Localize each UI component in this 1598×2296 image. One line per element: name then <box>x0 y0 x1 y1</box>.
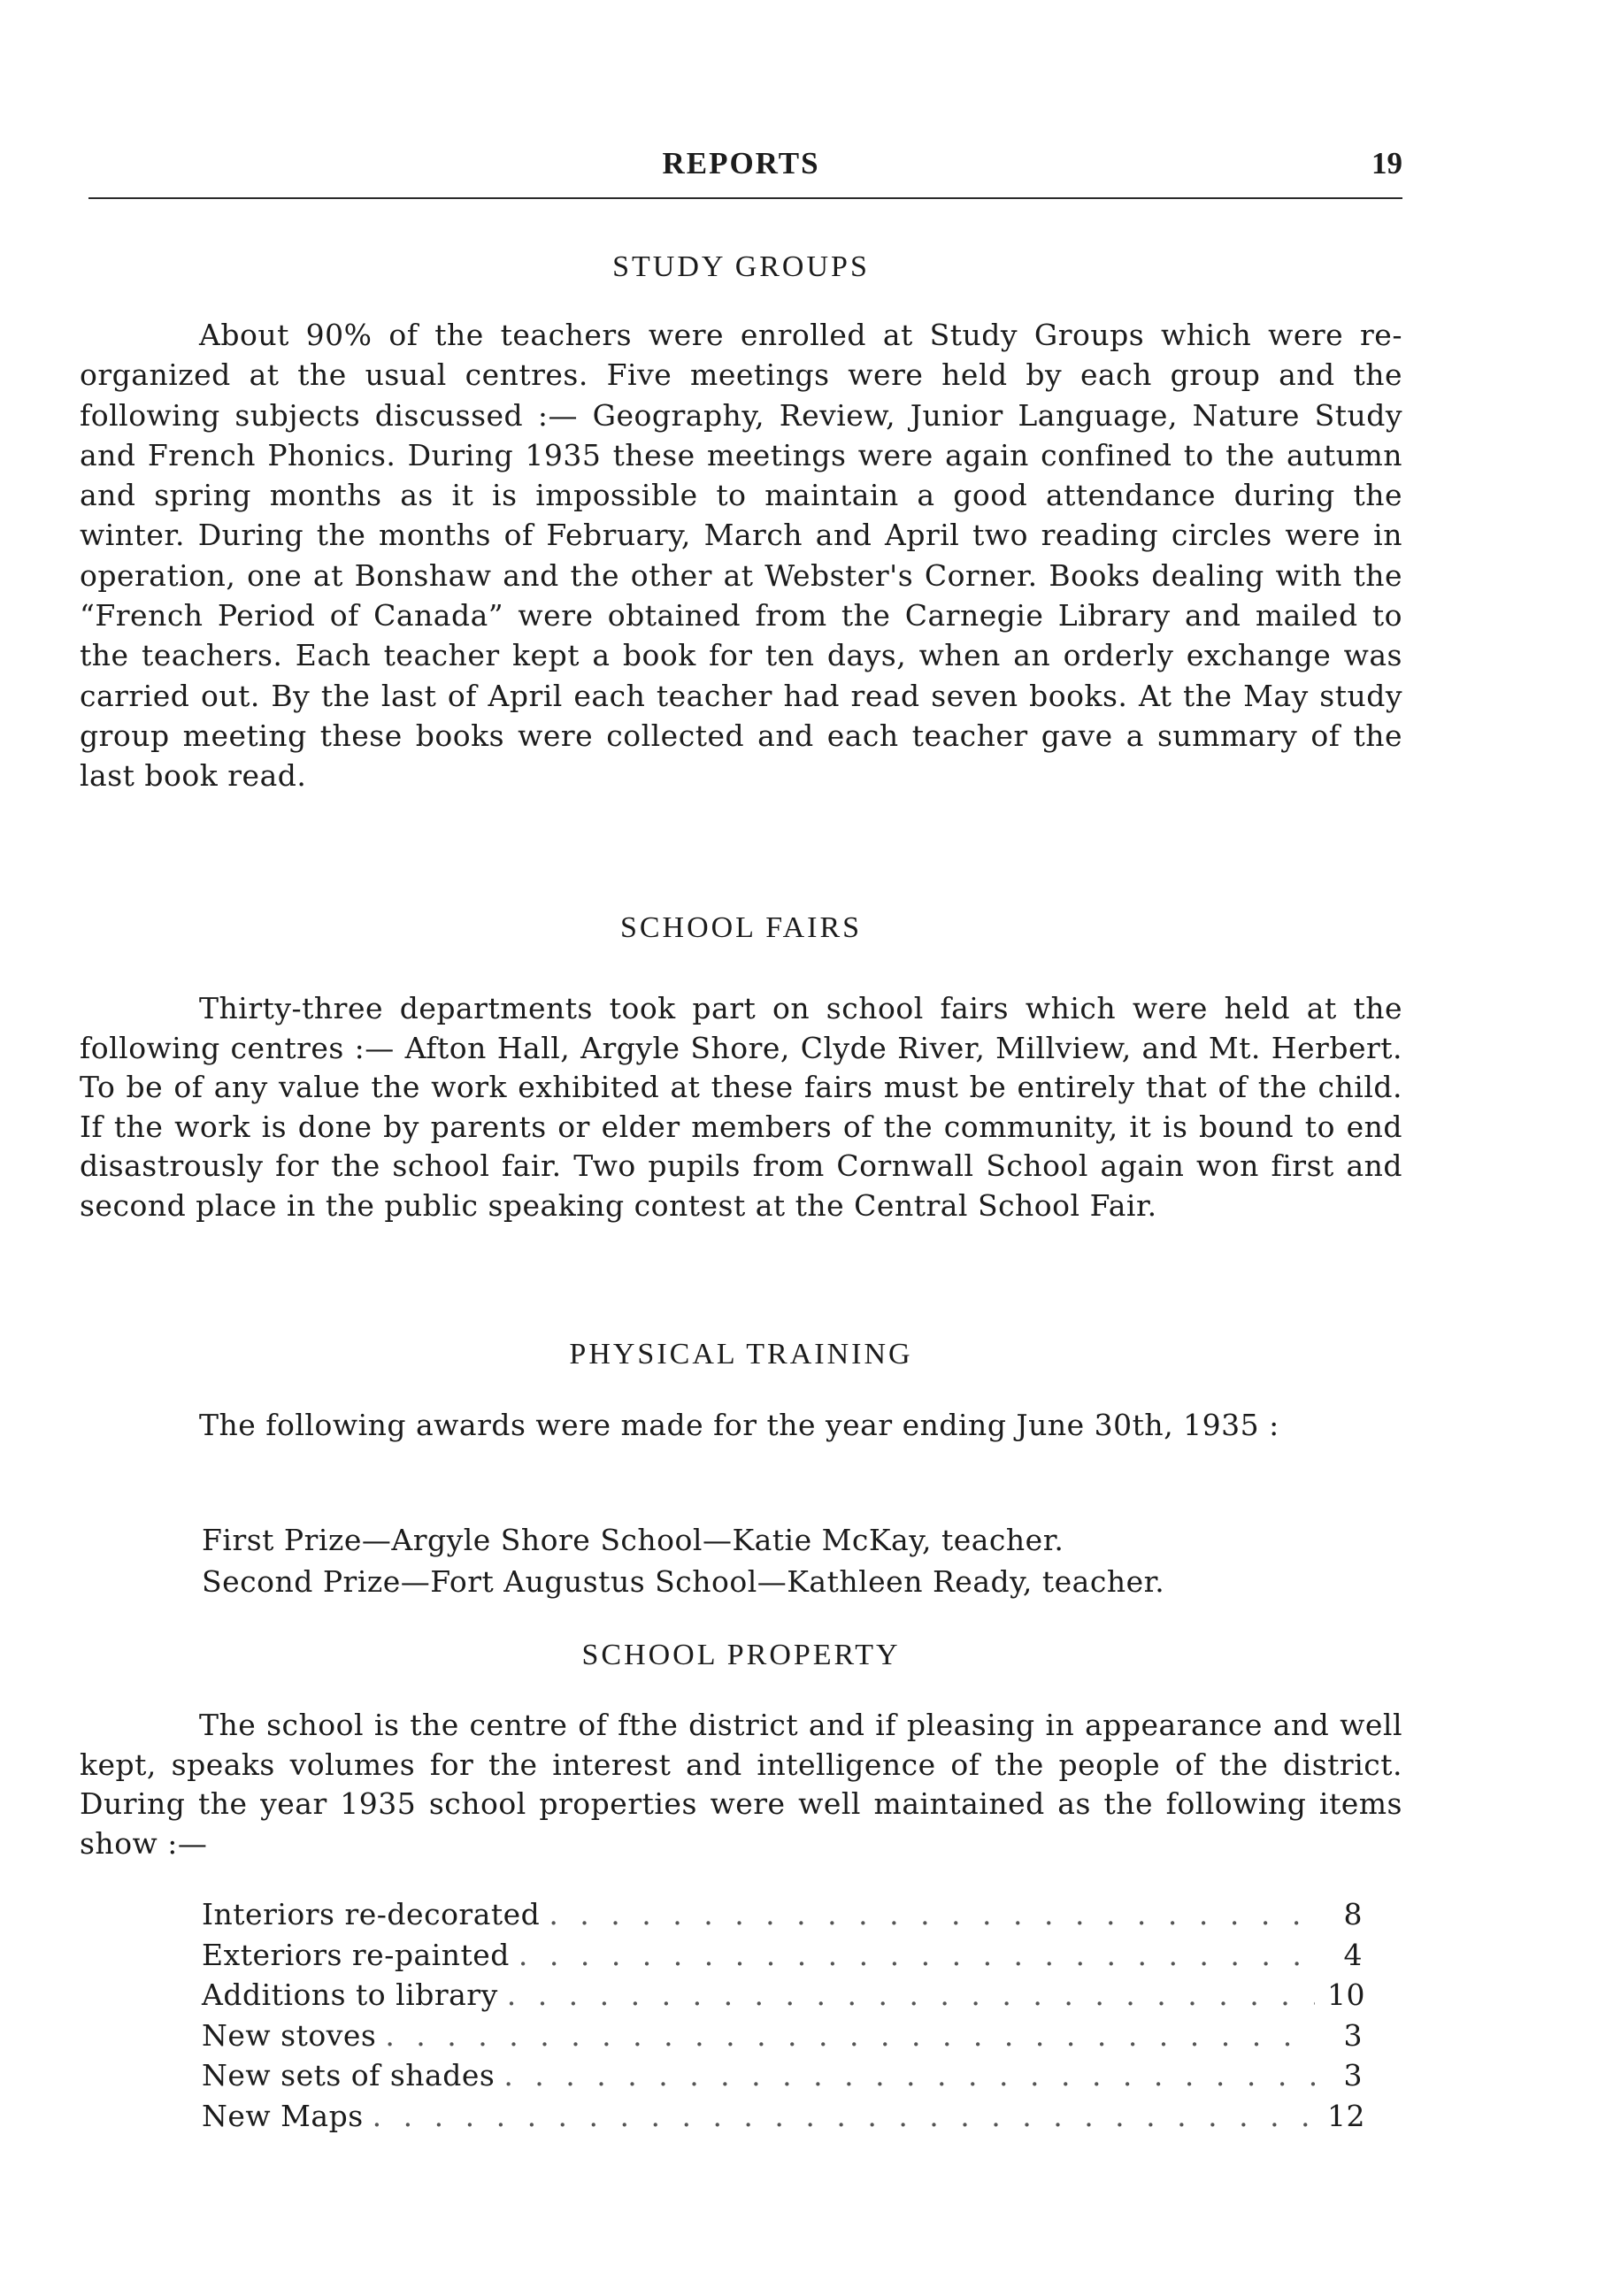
property-items-list <box>202 1897 1363 2139</box>
dot-leader <box>519 1938 1315 1972</box>
dot-leader <box>373 2099 1315 2133</box>
dot-leader <box>507 1977 1315 2012</box>
item-count: 3 <box>1343 2017 1363 2053</box>
paragraph-school-property: The school is the centre of fthe district and if pleasing in appearance and well kept, speaks volumes for the interest and intelligence of the people of the district. During the year 1935 school properties were well maintained as the following items show :— <box>80 1708 1402 1861</box>
heading-physical-training: PHYSICAL TRAINING <box>569 1338 913 1371</box>
heading-school-property: SCHOOL PROPERTY <box>581 1639 901 1671</box>
paragraph-physical-training: The following awards were made for the year ending June 30th, 1935 : <box>199 1408 1279 1442</box>
dot-leader <box>385 2018 1315 2053</box>
item-label: Interiors re-decorated <box>202 1897 541 1931</box>
heading-school-fairs: SCHOOL FAIRS <box>619 911 863 944</box>
list-item <box>202 2099 1363 2139</box>
header-rule <box>88 197 1402 199</box>
heading-study-groups: STUDY GROUPS <box>612 250 870 283</box>
list-item <box>202 2018 1363 2059</box>
paragraph-school-fairs: Thirty-three departments took part on school fairs which were held at the following centres :— Afton Hall, Argyle Shore, Clyde River, Millview, and Mt. Herbert. To be of any value the work exhibited at these fairs must be entirely that of the child. If the work is done by parents or elder members of the community, it is bound to end disastrously for the school fair. Two pupils from Cornwall School again won first and second place in the public speaking contest at the Central School Fair. <box>80 991 1402 1223</box>
item-label: Exteriors re-painted <box>202 1937 510 1972</box>
item-label: New sets of shades <box>202 2058 496 2093</box>
running-title: REPORTS <box>662 146 820 180</box>
awards-list <box>202 1519 1441 1602</box>
paragraph-study-groups: About 90% of the teachers were enrolled at Study Groups which were re-organized at the usual centres. Five meetings were held by each group and the following subjects discussed :— Geography, Review, Junior Language, Nature Study and French Phonics. During 1935 these meetings were again confined to the autumn and spring months as it is impossible to maintain a good attendance during the winter. During the months of February, March and April two reading circles were in operation, one at Bonshaw and the other at Webster's Corner. Books dealing with the “French Period of Canada” were obtained from the Carnegie Library and mailed to the teachers. Each teacher kept a book for ten days, when an orderly exchange was carried out. By the last of April each teacher had read seven books. At the May study group meeting these books were collected and each teacher gave a summary of the last book read. <box>80 318 1402 794</box>
item-label: New stoves <box>202 2017 377 2053</box>
item-count: 4 <box>1343 1937 1363 1972</box>
page-number: 19 <box>1371 146 1402 180</box>
award-first-prize: First Prize—Argyle Shore School—Katie McKay, teacher. <box>202 1523 1064 1557</box>
list-item <box>202 1897 1363 1938</box>
dot-leader <box>549 1897 1315 1931</box>
document-page <box>80 0 1402 2296</box>
list-item <box>202 1938 1363 1978</box>
item-label: Additions to library <box>202 1977 498 2012</box>
list-item <box>202 1977 1363 2018</box>
dot-leader <box>503 2058 1315 2093</box>
item-count: 8 <box>1343 1897 1363 1931</box>
item-count: 12 <box>1327 2098 1365 2133</box>
item-count: 3 <box>1343 2058 1363 2093</box>
list-item <box>202 2058 1363 2099</box>
running-head <box>80 146 1402 190</box>
item-label: New Maps <box>202 2098 364 2133</box>
item-count: 10 <box>1327 1977 1365 2012</box>
award-second-prize: Second Prize—Fort Augustus School—Kathleen Ready, teacher. <box>202 1564 1165 1599</box>
